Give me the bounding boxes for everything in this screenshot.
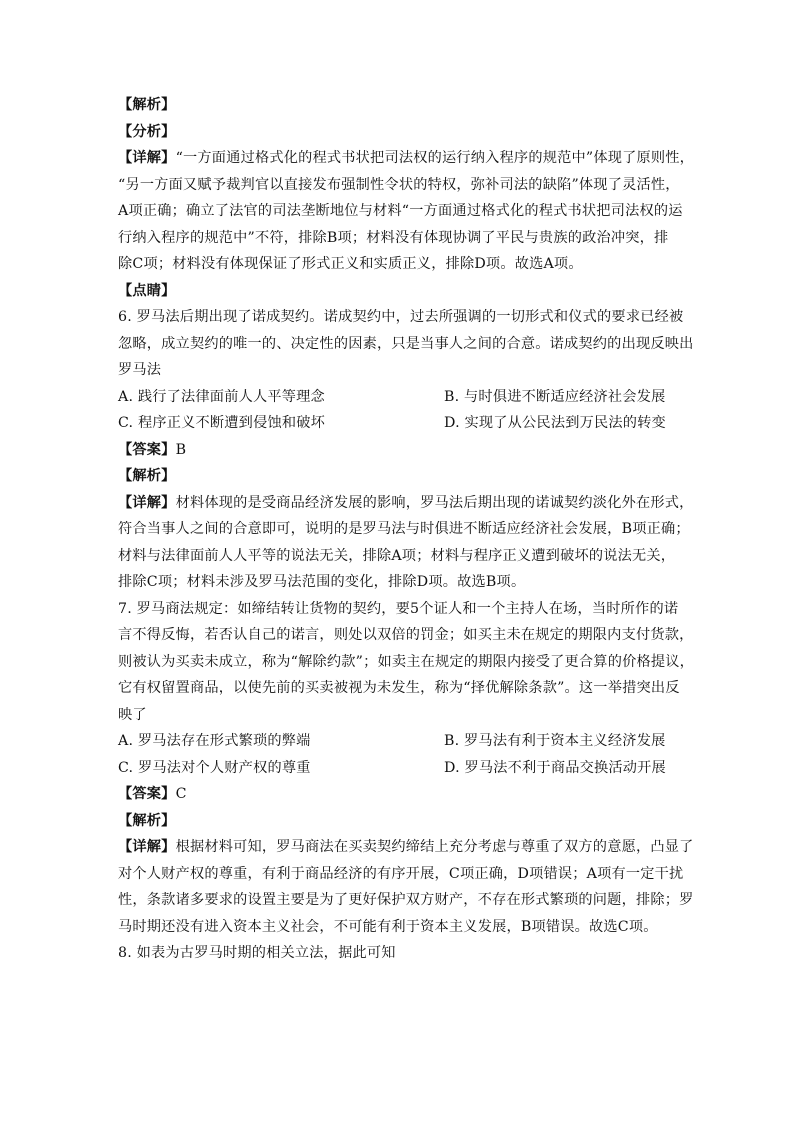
q7-detail-line: 马时期还没有进入资本主义社会，不可能有利于资本主义发展，B项错误。故选C项。 [118, 918, 658, 935]
q7-detail-tag: 【详解】 [118, 839, 176, 855]
q7-stem-line: 7. 罗马商法规定：如缔结转让货物的契约，要5个证人和一个主持人在场，当时所作的诺 [118, 600, 679, 617]
q6-answer-line [118, 437, 678, 464]
q6-option-d: D. 实现了从公民法到万民法的转变 [444, 415, 666, 431]
q6-answer-tag: 【答案】 [118, 441, 176, 458]
q8-stem-line: 8. 如表为古罗马时期的相关立法，据此可知 [118, 945, 396, 961]
q6-stem-line: 6. 罗马法后期出现了诺成契约。诺成契约中，过去所强调的一切形式和仪式的要求已经被 [118, 309, 684, 325]
q7-analysis-heading: 【解析】 [118, 812, 176, 829]
document-content [118, 92, 695, 967]
q6-option-c: C. 程序正义不断遭到侵蚀和破坏 [118, 415, 326, 431]
q6-detail-line: 排除C项；材料未涉及罗马法范围的变化，排除D项。故选B项。 [118, 574, 526, 590]
q7-option-a: A. 罗马法存在形式繁琐的弊端 [118, 733, 311, 749]
q5-detail-line: 行纳入程序的规范中”不符，排除B项；材料没有体现协调了平民与贵族的政治冲突，排 [118, 229, 669, 246]
q7-detail-line [118, 834, 694, 861]
q6-detail-line [118, 490, 694, 517]
q6-detail-text: 材料体现的是受商品经济发展的影响，罗马法后期出现的诺诚契约淡化外在形式， [175, 494, 694, 511]
q6-analysis-heading: 【解析】 [118, 468, 176, 484]
q7-stem-line: 它有权留置商品，以使先前的买卖被视为未发生，称为“择优解除条款”。这一举措突出反 [118, 680, 680, 696]
q7-answer-value: C [175, 786, 187, 802]
q5-detail-line: 除C项；材料没有体现保证了形式正义和实质正义，排除D项。故选A项。 [118, 256, 583, 272]
q6-detail-line: 符合当事人之间的合意即可，说明的是罗马法与时俱进不断适应经济社会发展，B项正确； [118, 521, 690, 537]
q7-option-d: D. 罗马法不利于商品交换活动开展 [444, 759, 666, 776]
q7-stem-line: 则被认为买卖未成立，称为“解除约款”；如卖主在规定的期限内接受了更合算的价格提议， [118, 653, 695, 670]
q7-answer-tag: 【答案】 [118, 786, 176, 802]
q5-detail-line [118, 145, 695, 172]
q5-detail-text: “一方面通过格式化的程式书状把司法权的运行纳入程序的规范中”体现了原则性， [175, 150, 695, 166]
q6-option-b: B. 与时俱进不断适应经济社会发展 [444, 388, 666, 405]
q5-analysis-heading: 【解析】 [118, 97, 176, 113]
q6-options-row-2 [118, 410, 678, 437]
q6-answer-value: B [175, 441, 187, 458]
q5-detail-tag: 【详解】 [118, 150, 176, 166]
q5-dianjing-heading: 【点睛】 [118, 282, 176, 299]
q6-stem-line: 忽略，成立契约的唯一的、决定性的因素，只是当事人之间的合意。诺成契约的出现反映出 [118, 335, 694, 352]
q5-fenxi-heading: 【分析】 [118, 123, 176, 140]
q7-detail-text: 根据材料可知，罗马商法在买卖契约缔结上充分考虑与尊重了双方的意愿，凸显了 [175, 839, 694, 855]
q7-options-row-2 [118, 755, 678, 782]
q7-option-c: C. 罗马法对个人财产权的尊重 [118, 759, 311, 776]
q7-answer-line [118, 781, 678, 808]
q6-detail-line: 材料与法律面前人人平等的说法无关，排除A项；材料与程序正义遭到破坏的说法无关， [118, 547, 676, 564]
q5-detail-line: A项正确；确立了法官的司法垄断地位与材料“一方面通过格式化的程式书状把司法权的运 [118, 203, 683, 219]
q7-option-b: B. 罗马法有利于资本主义经济发展 [444, 733, 666, 749]
q7-options-row-1 [118, 728, 678, 755]
q6-detail-tag: 【详解】 [118, 494, 176, 511]
q7-stem-line: 映了 [118, 706, 147, 723]
q7-detail-line: 对个人财产权的尊重，有利于商品经济的有序开展，C项正确，D项错误；A项有一定干扰 [118, 865, 684, 882]
q7-detail-line: 性，条款诸多要求的设置主要是为了更好保护双方财产，不存在形式繁琐的问题，排除；罗 [118, 892, 694, 908]
q5-detail-line: “另一方面又赋予裁判官以直接发布强制性令状的特权，弥补司法的缺陷”体现了灵活性， [118, 176, 680, 193]
q7-stem-line: 言不得反悔，若否认自己的诺言，则处以双倍的罚金；如买主未在规定的期限内支付货款， [118, 627, 694, 643]
q6-option-a: A. 践行了法律面前人人平等理念 [118, 388, 325, 405]
q6-options-row-1 [118, 384, 678, 411]
q6-stem-line: 罗马法 [118, 362, 162, 378]
